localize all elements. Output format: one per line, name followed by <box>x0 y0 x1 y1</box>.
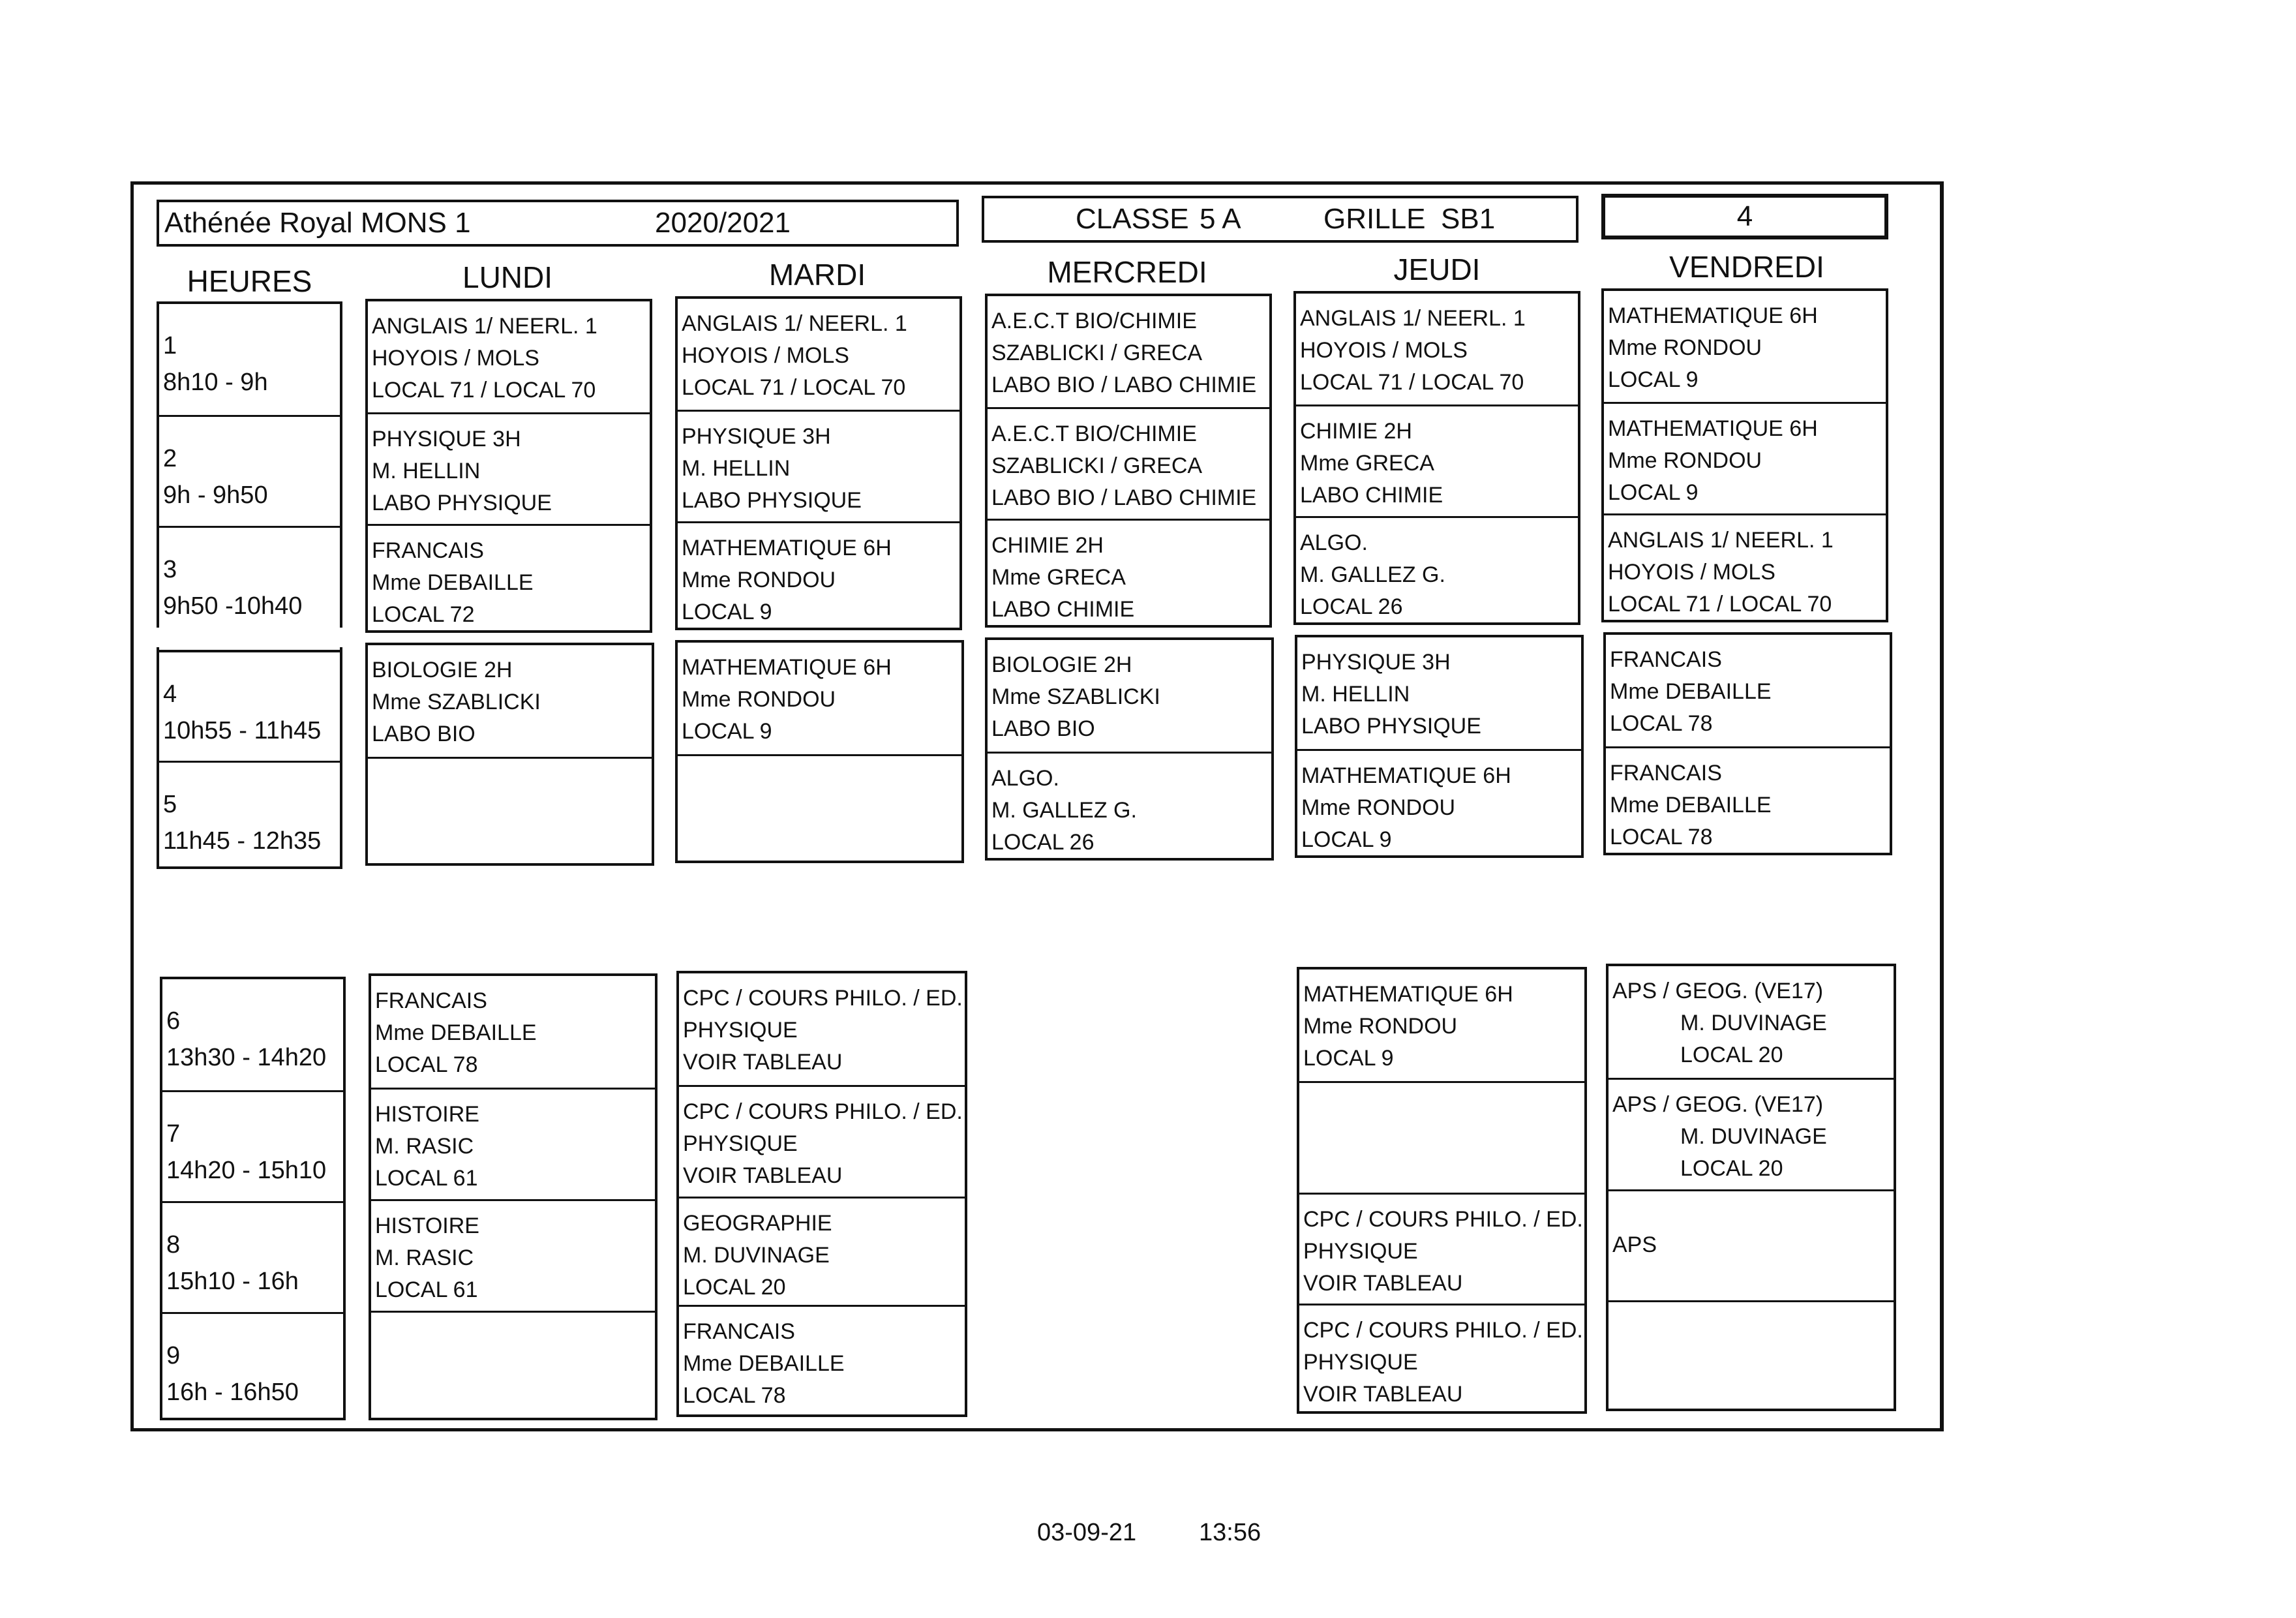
course-cell: ANGLAIS 1/ NEERL. 1 HOYOIS / MOLS LOCAL 71 / LOCAL 70 <box>372 314 597 403</box>
heures-header: HEURES <box>187 264 312 298</box>
number-box <box>1601 194 1888 239</box>
course-cell: GEOGRAPHIE M. DUVINAGE LOCAL 20 <box>679 1197 965 1305</box>
course-cell: ALGO. M. GALLEZ G. LOCAL 26 <box>988 752 1271 863</box>
school-year: 2020/2021 <box>655 207 791 239</box>
hour-slot: 8 15h10 - 16h <box>162 1201 343 1312</box>
course-cell: ANGLAIS 1/ NEERL. 1 HOYOIS / MOLS LOCAL 71 / LOCAL 70 <box>682 311 907 400</box>
grille-value: SB1 <box>1441 203 1496 235</box>
hours-afternoon <box>160 977 346 1420</box>
course-cell <box>1299 1081 1584 1193</box>
grille-label: GRILLE <box>1323 203 1426 235</box>
course-cell: APS / GEOG. (VE17) M. DUVINAGE LOCAL 20 <box>1609 1078 1894 1189</box>
course-cell: CHIMIE 2H Mme GRECA LABO CHIMIE <box>1296 404 1578 516</box>
course-cell: MATHEMATIQUE 6H Mme RONDOU LOCAL 9 <box>1608 303 1818 392</box>
course-cell: APS / GEOG. (VE17) M. DUVINAGE LOCAL 20 <box>1612 979 1827 1067</box>
course-cell <box>678 754 961 866</box>
course-cell: BIOLOGIE 2H Mme SZABLICKI LABO BIO <box>372 658 541 746</box>
course-cell: FRANCAIS Mme DEBAILLE LOCAL 78 <box>1606 746 1890 858</box>
hour-slot: 4 10h55 - 11h45 <box>159 650 340 761</box>
course-cell: MATHEMATIQUE 6H Mme RONDOU LOCAL 9 <box>678 521 959 633</box>
course-cell: ANGLAIS 1/ NEERL. 1 HOYOIS / MOLS LOCAL 71 / LOCAL 70 <box>1300 306 1526 395</box>
course-cell: ANGLAIS 1/ NEERL. 1 HOYOIS / MOLS LOCAL 71 / LOCAL 70 <box>1604 513 1886 625</box>
hour-slot: 3 9h50 -10h40 <box>159 526 340 637</box>
course-cell: FRANCAIS Mme DEBAILLE LOCAL 78 <box>1610 647 1772 736</box>
day-header-jeudi: JEUDI <box>1393 252 1481 286</box>
classe-value: 5 A <box>1200 203 1241 235</box>
hour-slot: 5 11h45 - 12h35 <box>159 761 340 872</box>
course-cell: FRANCAIS Mme DEBAILLE LOCAL 78 <box>679 1305 965 1420</box>
course-cell: PHYSIQUE 3H M. HELLIN LABO PHYSIQUE <box>368 412 650 524</box>
jeudi-block-3 <box>1297 967 1587 1414</box>
course-cell: HISTOIRE M. RASIC LOCAL 61 <box>371 1088 655 1199</box>
course-cell: PHYSIQUE 3H M. HELLIN LABO PHYSIQUE <box>678 410 959 521</box>
jeudi-block-1 <box>1293 291 1580 625</box>
school-name: Athénée Royal MONS 1 <box>164 207 471 239</box>
lundi-block-2 <box>365 643 654 866</box>
course-cell: HISTOIRE M. RASIC LOCAL 61 <box>371 1199 655 1311</box>
day-header-mercredi: MERCREDI <box>1047 255 1207 289</box>
hours-gap <box>157 628 342 647</box>
course-cell: CPC / COURS PHILO. / ED. PHYSIQUE VOIR TABLEAU <box>683 986 963 1075</box>
course-cell: MATHEMATIQUE 6H Mme RONDOU LOCAL 9 <box>682 655 892 744</box>
hour-slot: 6 13h30 - 14h20 <box>166 1007 327 1071</box>
mardi-block-3 <box>676 971 967 1417</box>
day-header-lundi: LUNDI <box>462 260 553 294</box>
print-date: 03-09-21 <box>1037 1519 1137 1546</box>
mercredi-block-1 <box>985 294 1272 628</box>
course-cell: ALGO. M. GALLEZ G. LOCAL 26 <box>1296 516 1578 628</box>
course-cell: CPC / COURS PHILO. / ED. PHYSIQUE VOIR TABLEAU <box>679 1085 965 1197</box>
course-cell <box>1609 1300 1894 1414</box>
course-cell: APS <box>1609 1189 1894 1300</box>
course-cell: MATHEMATIQUE 6H Mme RONDOU LOCAL 9 <box>1303 982 1513 1071</box>
course-cell: PHYSIQUE 3H M. HELLIN LABO PHYSIQUE <box>1301 650 1481 739</box>
course-cell: A.E.C.T BIO/CHIMIE SZABLICKI / GRECA LABO BIO / LABO CHIMIE <box>988 407 1269 519</box>
course-cell: CPC / COURS PHILO. / ED. PHYSIQUE VOIR TABLEAU <box>1299 1304 1584 1416</box>
course-cell <box>371 1311 655 1423</box>
mardi-block-2 <box>675 640 964 863</box>
mercredi-block-2 <box>985 637 1274 861</box>
vendredi-block-3 <box>1606 964 1896 1411</box>
course-cell: FRANCAIS Mme DEBAILLE LOCAL 72 <box>368 524 650 635</box>
vendredi-block-1 <box>1601 288 1888 622</box>
class-box <box>982 196 1578 243</box>
day-header-vendredi: VENDREDI <box>1669 250 1824 284</box>
course-cell: A.E.C.T BIO/CHIMIE SZABLICKI / GRECA LABO BIO / LABO CHIMIE <box>991 309 1257 397</box>
school-box <box>157 200 959 247</box>
mardi-block-1 <box>675 296 962 630</box>
hour-slot: 7 14h20 - 15h10 <box>162 1090 343 1201</box>
hour-slot: 9 16h - 16h50 <box>162 1312 343 1423</box>
course-cell: FRANCAIS Mme DEBAILLE LOCAL 78 <box>375 988 537 1077</box>
lundi-block-3 <box>369 973 657 1420</box>
lundi-block-1 <box>365 299 652 633</box>
hour-slot: 2 9h - 9h50 <box>159 415 340 526</box>
day-header-mardi: MARDI <box>768 258 866 292</box>
course-cell: MATHEMATIQUE 6H Mme RONDOU LOCAL 9 <box>1604 402 1886 513</box>
course-cell: CPC / COURS PHILO. / ED. PHYSIQUE VOIR TABLEAU <box>1299 1193 1584 1304</box>
classe-label: CLASSE <box>1076 203 1189 235</box>
print-time: 13:56 <box>1199 1519 1261 1546</box>
vendredi-block-2 <box>1603 632 1892 855</box>
hours-morning <box>157 301 342 869</box>
course-cell: CHIMIE 2H Mme GRECA LABO CHIMIE <box>988 519 1269 630</box>
hour-slot: 1 8h10 - 9h <box>163 332 268 396</box>
course-cell <box>368 757 652 868</box>
page-number: 4 <box>1736 200 1753 232</box>
jeudi-block-2 <box>1295 635 1584 858</box>
course-cell: MATHEMATIQUE 6H Mme RONDOU LOCAL 9 <box>1297 749 1581 861</box>
course-cell: BIOLOGIE 2H Mme SZABLICKI LABO BIO <box>991 652 1160 741</box>
